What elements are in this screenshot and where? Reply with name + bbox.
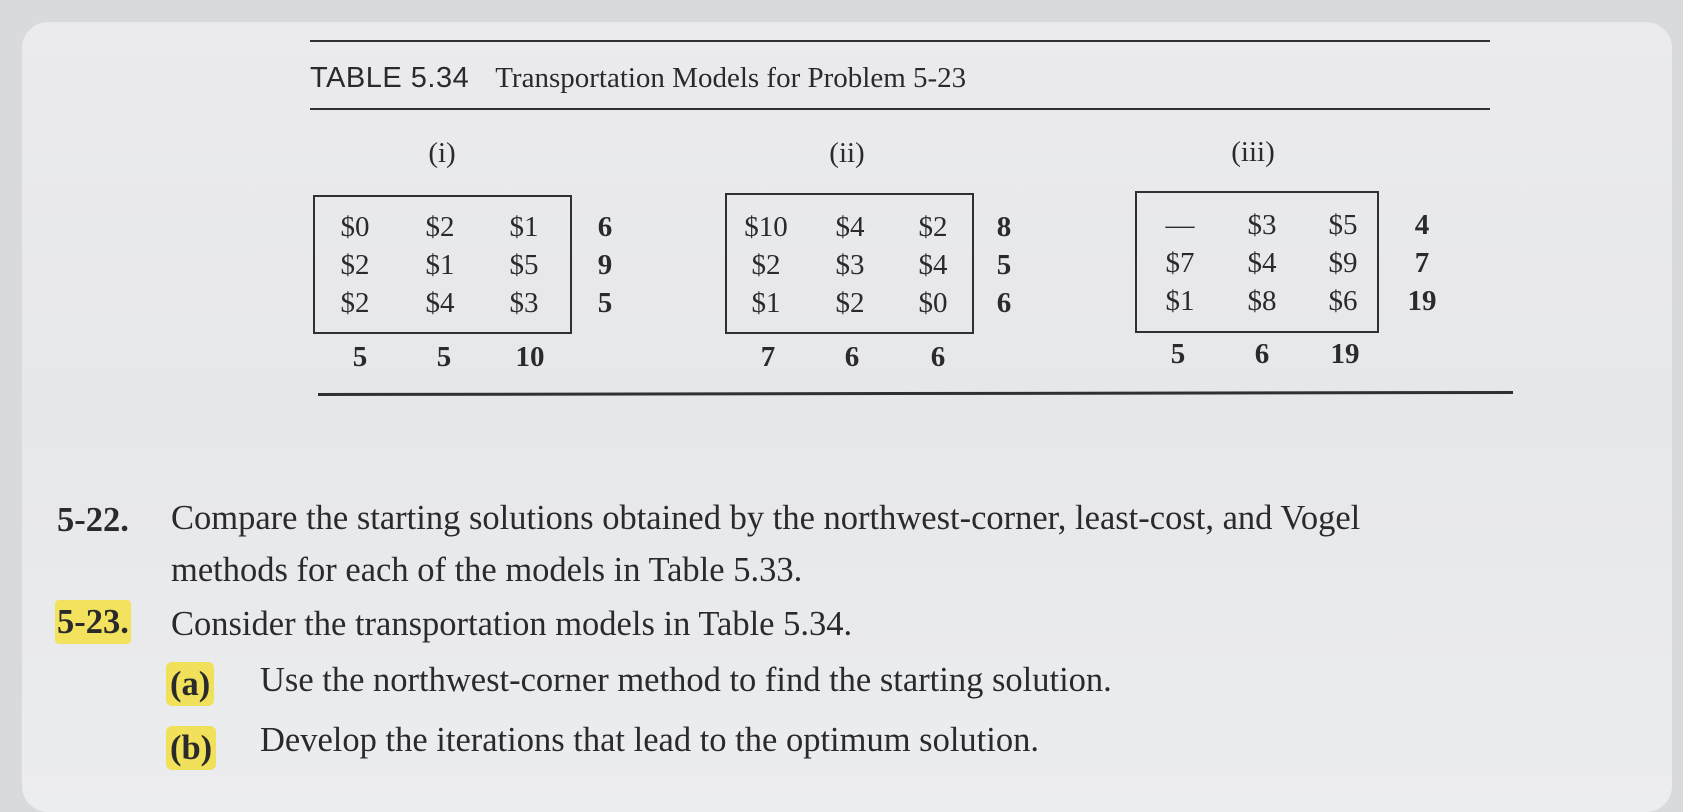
cost-cell: $1: [509, 211, 539, 243]
cost-cell: $4: [425, 287, 455, 319]
demand-value: 6: [844, 341, 860, 373]
cost-cell: $1: [425, 249, 455, 281]
top-rule: [310, 40, 1490, 42]
cost-cell: $2: [340, 287, 370, 319]
cost-cell: $3: [1247, 209, 1277, 241]
demand-value: 5: [436, 341, 452, 373]
model-label: (iii): [1231, 136, 1275, 168]
cost-cell: $9: [1328, 247, 1358, 279]
supply-value: 5: [996, 249, 1012, 281]
demand-value: 5: [1170, 338, 1186, 370]
part-label: (b): [166, 726, 216, 770]
cost-cell: $2: [340, 249, 370, 281]
cost-cell: $7: [1165, 247, 1195, 279]
demand-value: 6: [930, 341, 946, 373]
cost-cell: $5: [1328, 209, 1358, 241]
cost-cell: $3: [509, 287, 539, 319]
part-label: (a): [166, 662, 214, 706]
supply-value: 19: [1407, 285, 1437, 317]
model-label: (i): [428, 137, 456, 169]
supply-value: 9: [597, 249, 613, 281]
table-caption: Transportation Models for Problem 5-23: [495, 62, 967, 94]
part-text: Develop the iterations that lead to the optimum solution.: [260, 721, 1039, 759]
cost-cell: $3: [835, 249, 865, 281]
cost-cell: $8: [1247, 285, 1277, 317]
demand-value: 19: [1330, 338, 1360, 370]
demand-value: 10: [515, 341, 545, 373]
supply-value: 4: [1414, 209, 1430, 241]
supply-value: 6: [597, 211, 613, 243]
supply-value: 6: [996, 287, 1012, 319]
supply-value: 8: [996, 211, 1012, 243]
cost-cell: $4: [835, 211, 865, 243]
cost-cell: $10: [744, 211, 788, 243]
cost-cell: $4: [918, 249, 948, 281]
table-title: [310, 62, 966, 95]
cost-cell: $1: [751, 287, 781, 319]
cost-cell: $0: [340, 211, 370, 243]
problem-number: 5-23.: [55, 600, 131, 644]
part-text: Use the northwest-corner method to find the starting solution.: [260, 661, 1112, 699]
cost-cell: $2: [835, 287, 865, 319]
cost-cell: $6: [1328, 285, 1358, 317]
cost-cell: $0: [918, 287, 948, 319]
problem-text-line: Consider the transportation models in Table 5.34.: [171, 605, 853, 643]
problem-text-line: Compare the starting solutions obtained by the northwest-corner, least-cost, and Vogel: [171, 499, 1361, 537]
cost-cell: $4: [1247, 247, 1277, 279]
table-label: TABLE 5.34: [310, 62, 470, 94]
cost-cell: $2: [751, 249, 781, 281]
supply-value: 7: [1414, 247, 1430, 279]
cost-cell: $5: [509, 249, 539, 281]
model-label: (ii): [829, 137, 865, 169]
cost-cell: —: [1165, 209, 1195, 241]
supply-value: 5: [597, 287, 613, 319]
problem-text-line: methods for each of the models in Table 5.33.: [171, 551, 803, 589]
demand-value: 6: [1254, 338, 1270, 370]
demand-value: 5: [352, 341, 368, 373]
cost-cell: $2: [425, 211, 455, 243]
problem-number: 5-22.: [57, 501, 129, 539]
cost-cell: $1: [1165, 285, 1195, 317]
title-rule: [310, 108, 1490, 110]
cost-cell: $2: [918, 211, 948, 243]
demand-value: 7: [760, 341, 776, 373]
